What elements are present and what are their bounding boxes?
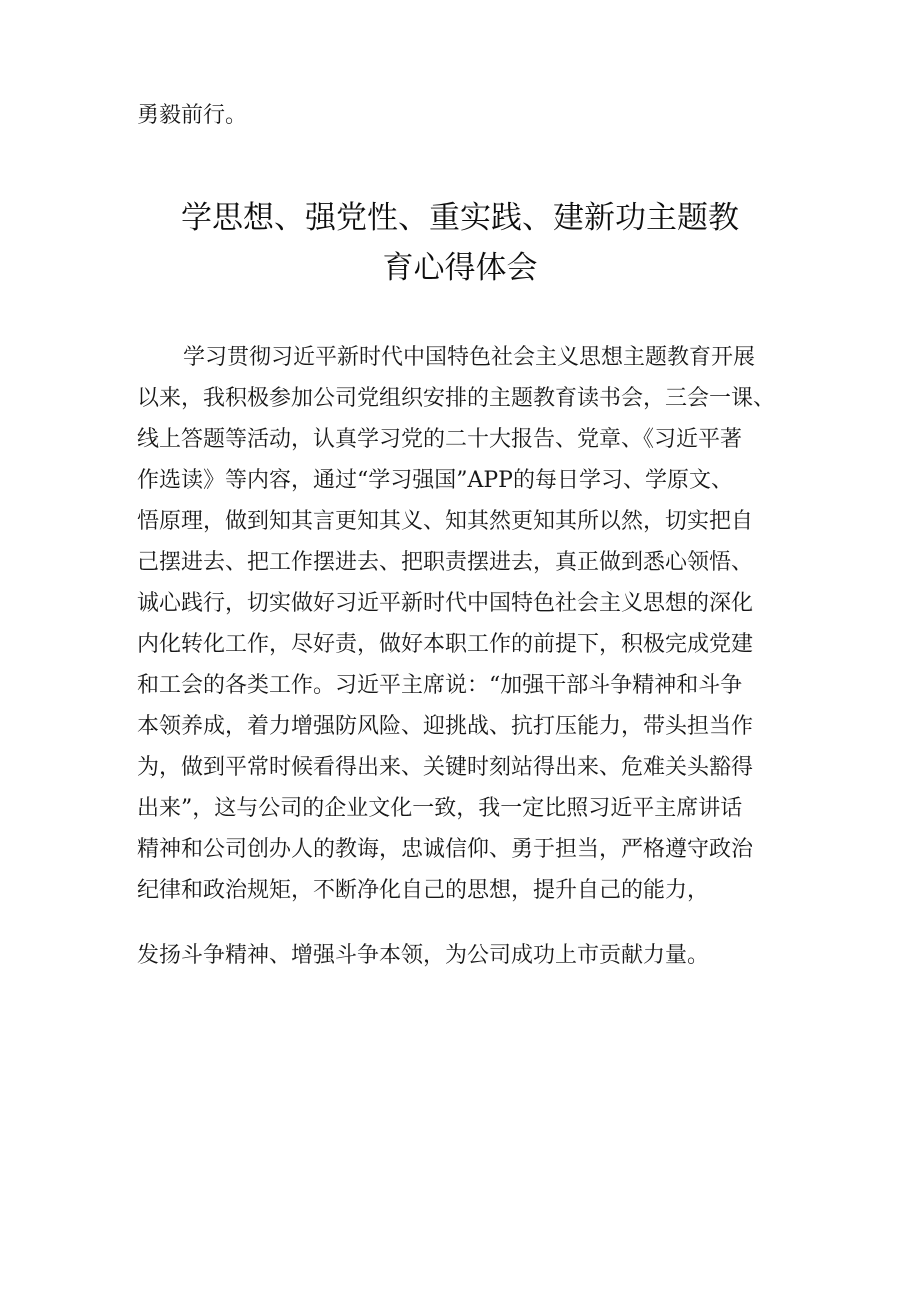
title-line-1: 学思想、强党性、重实践、建新功主题教 xyxy=(181,200,739,236)
paragraph-line: 本领养成，着力增强防风险、迎挑战、抗打压能力，带头担当作 xyxy=(137,714,754,739)
paragraph-line: 精神和公司创办人的教诲，忠诚信仰、勇于担当，严格遵守政治 xyxy=(137,837,754,862)
paragraph-line: 纪律和政治规矩，不断净化自己的思想，提升自己的能力， xyxy=(137,878,710,903)
paragraph-line: 悟原理，做到知其言更知其义、知其然更知其所以然，切实把自 xyxy=(137,509,754,534)
paragraph-line: 和工会的各类工作。习近平主席说：“加强干部斗争精神和斗争 xyxy=(137,673,743,698)
closing-line: 发扬斗争精神、增强斗争本领，为公司成功上市贡献力量。 xyxy=(137,943,710,968)
paragraph-line: 己摆进去、把工作摆进去、把职责摆进去，真正做到悉心领悟、 xyxy=(137,550,754,575)
paragraph-line: 线上答题等活动，认真学习党的二十大报告、党章、《习近平著 xyxy=(137,427,743,452)
paragraph-line: 内化转化工作，尽好责，做好本职工作的前提下，积极完成党建 xyxy=(137,632,754,657)
paragraph-line: 以来，我积极参加公司党组织安排的主题教育读书会，三会一课、 xyxy=(137,386,776,411)
paragraph-line: 出来”，这与公司的企业文化一致，我一定比照习近平主席讲话 xyxy=(137,796,743,821)
carryover-text: 勇毅前行。 xyxy=(137,103,248,128)
paragraph-line: 作选读》等内容，通过“学习强国”APP的每日学习、学原文、 xyxy=(137,468,733,493)
paragraph-line: 为，做到平常时候看得出来、关键时刻站得出来、危难关头豁得 xyxy=(137,755,754,780)
title-line-2: 育心得体会 xyxy=(382,250,538,286)
paragraph-line: 学习贯彻习近平新时代中国特色社会主义思想主题教育开展 xyxy=(183,345,756,370)
paragraph-line: 诚心践行，切实做好习近平新时代中国特色社会主义思想的深化 xyxy=(137,591,754,616)
